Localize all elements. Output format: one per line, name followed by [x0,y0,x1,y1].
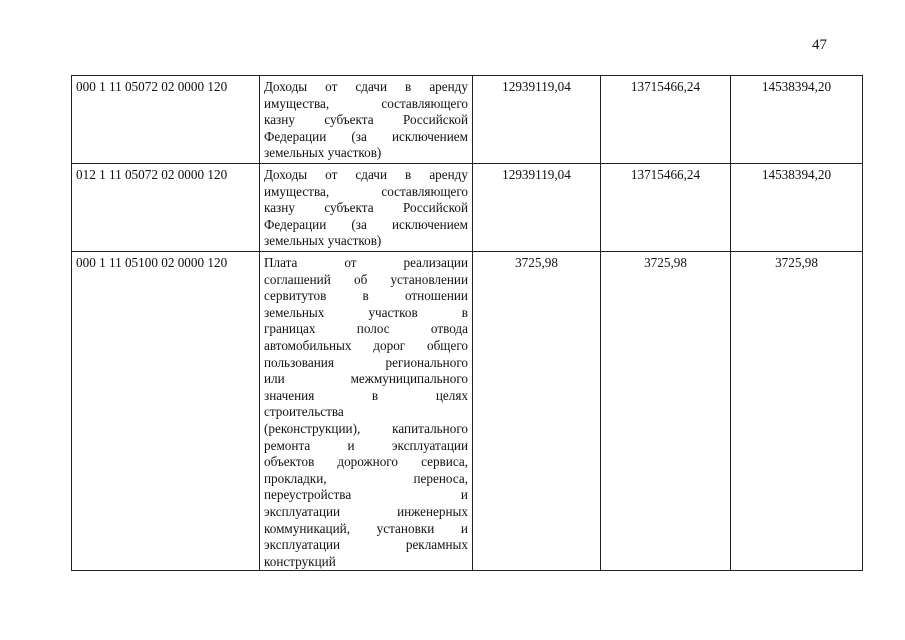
budget-code-cell: 000 1 11 05072 02 0000 120 [72,76,260,164]
value-cell-year-1: 12939119,04 [473,164,601,252]
value-cell-year-2: 13715466,24 [601,76,731,164]
name-line: или межмуниципального [264,371,468,387]
name-line: соглашений об установлении [264,271,468,287]
name-line: Федерации (за исключением [264,216,468,232]
name-line: Доходы от сдачи в аренду [264,167,468,182]
name-line: казну субъекта Российской [264,200,468,216]
table-row [72,76,863,164]
name-line: коммуникаций, установки и [264,520,468,536]
name-line: объектов дорожного сервиса, [264,454,468,470]
name-line: прокладки, переноса, [264,470,468,486]
value-cell-year-3: 14538394,20 [731,76,863,164]
name-line: земельных участков) [264,233,382,249]
name-line: земельных участков) [264,145,382,161]
table-row [72,164,863,252]
name-line: строительства [264,404,344,420]
name-line: (реконструкции), капитального [264,420,468,436]
budget-code-cell: 012 1 11 05072 02 0000 120 [72,164,260,252]
page-number: 47 [812,37,827,53]
name-line: Доходы от сдачи в аренду [264,79,468,94]
name-line: Плата от реализации [264,255,468,270]
value-cell-year-2: 13715466,24 [601,164,731,252]
name-line: границах полос отвода [264,321,468,337]
value-cell-year-3: 14538394,20 [731,164,863,252]
name-line: переустройства и [264,487,468,503]
name-line: имущества, составляющего [264,183,468,199]
value-cell-year-2: 3725,98 [601,252,731,571]
name-line: ремонта и эксплуатации [264,437,468,453]
name-line: имущества, составляющего [264,95,468,111]
value-cell-year-1: 12939119,04 [473,76,601,164]
name-line: пользования регионального [264,354,468,370]
name-line: автомобильных дорог общего [264,337,468,353]
value-cell-year-3: 3725,98 [731,252,863,571]
name-line: эксплуатации рекламных [264,537,468,553]
name-line: эксплуатации инженерных [264,503,468,519]
name-line: земельных участков в [264,304,468,320]
value-cell-year-1: 3725,98 [473,252,601,571]
revenue-name-cell [260,252,473,571]
budget-code-cell: 000 1 11 05100 02 0000 120 [72,252,260,571]
name-line: казну субъекта Российской [264,112,468,128]
name-line: Федерации (за исключением [264,128,468,144]
name-line: конструкций [264,553,336,569]
table-row [72,252,863,571]
revenue-name-cell [260,164,473,252]
name-line: значения в целях [264,387,468,403]
revenue-table [71,75,863,571]
revenue-name-cell [260,76,473,164]
name-line: сервитутов в отношении [264,288,468,304]
